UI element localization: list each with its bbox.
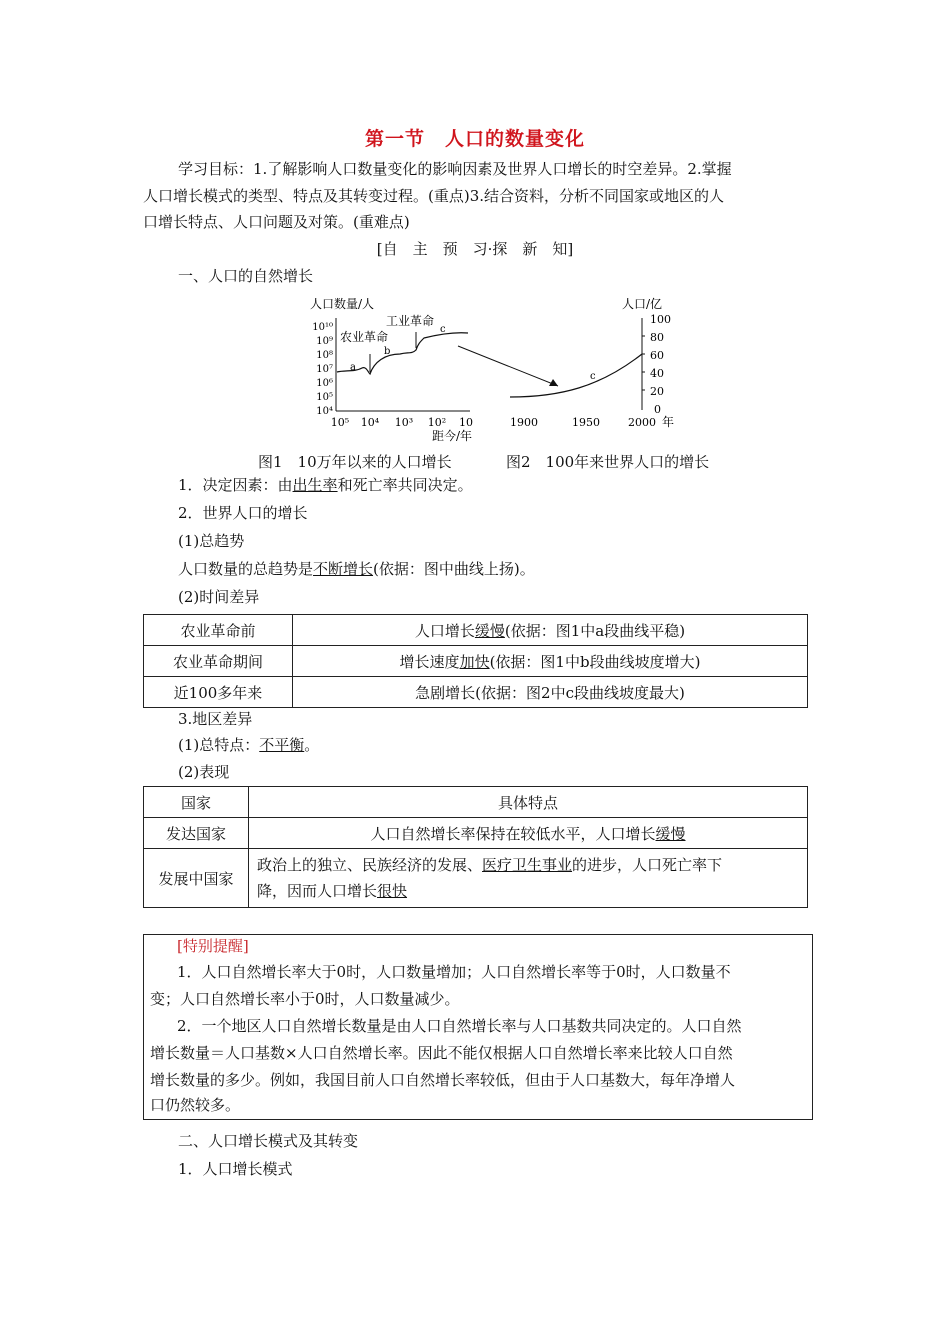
p-regional-heading: 3.地区差异: [178, 710, 253, 728]
fig2-ytick: 60: [650, 349, 664, 362]
table-cell: [249, 818, 808, 849]
population-figures: [300, 292, 720, 452]
note-line: 1．人口自然增长率大于0时，人口数量增加；人口自然增长率等于0时，人口数量不: [177, 963, 731, 981]
fig2-xtick: 1900: [510, 416, 538, 429]
fig2-ytick: 40: [650, 367, 664, 380]
underlined-text: 很快: [377, 882, 408, 900]
table-cell: 发达国家: [144, 818, 249, 849]
fig1-ytick: 10⁷: [316, 364, 333, 375]
fig2-curve: [510, 354, 642, 397]
table-row: [144, 787, 808, 818]
table-cell: [249, 849, 808, 908]
fig1-ann-agri: 农业革命: [340, 330, 389, 344]
fig1-seg-c: c: [440, 324, 446, 335]
text: 1．决定因素：由: [178, 476, 293, 494]
section-2-heading: 二、人口增长模式及其转变: [178, 1132, 359, 1150]
fig1-xtick: 10³: [394, 416, 414, 429]
text: (依据：图1中b段曲线坡度增大): [489, 652, 701, 671]
text: (依据：图中曲线上扬)。: [373, 560, 535, 578]
table-cell: [293, 646, 808, 677]
fig1-seg-b: b: [384, 346, 391, 357]
table-cell: 农业革命前: [144, 615, 293, 646]
fig2-ytick: 100: [650, 313, 671, 326]
table-cell: [293, 615, 808, 646]
fig2-ytick: 80: [650, 331, 664, 344]
objectives-line-2: 人口增长模式的类型、特点及其转变过程。(重点)3.结合资料，分析不同国家或地区的人: [143, 187, 725, 205]
objectives-line-1: [178, 156, 732, 183]
fig1-xtick: 10⁴: [360, 416, 380, 429]
special-note-box: [143, 934, 813, 1120]
fig1-xtick: 10: [459, 416, 473, 429]
note-line: 增长数量＝人口基数×人口自然增长率。因此不能仅根据人口自然增长率来比较人口自然: [150, 1044, 733, 1062]
fig2-ytick: 20: [650, 385, 664, 398]
underlined-text: 不平衡: [259, 736, 305, 754]
table-row: [144, 849, 808, 908]
fig-link-arrow: [458, 346, 558, 386]
p-determinants: [178, 472, 473, 499]
p-overall: [178, 732, 319, 759]
time-difference-table: [143, 614, 808, 708]
underlined-text: 出生率: [292, 476, 338, 494]
text: 人口增长: [414, 621, 475, 640]
table-row: [144, 677, 808, 708]
note-line: 2．一个地区人口自然增长数量是由人口自然增长率与人口基数共同决定的。人口自然: [177, 1017, 742, 1035]
objectives-label: 学习目标：: [178, 160, 254, 178]
section-tag: [自 主 预 习·探 新 知]: [376, 240, 574, 258]
text: (1)总特点：: [178, 736, 260, 754]
table-row: [144, 615, 808, 646]
underlined-text: 缓慢: [474, 621, 505, 640]
fig1-xtick: 10⁵: [330, 416, 350, 429]
underlined-text: 医疗卫生事业: [482, 856, 573, 874]
table-cell: 近100多年来: [144, 677, 293, 708]
fig1-xtick: 10²: [427, 416, 447, 429]
p-trend: [178, 556, 535, 583]
table-row: [144, 646, 808, 677]
note-line: 变；人口自然增长率小于0时，人口数量减少。: [150, 990, 460, 1008]
text: 政治上的独立、民族经济的发展、: [257, 856, 483, 874]
fig1-ytick: 10⁴: [316, 406, 333, 417]
fig1-ytick: 10⁵: [316, 392, 333, 403]
text: 和死亡率共同决定。: [337, 476, 473, 494]
fig1-caption: 图1 10万年以来的人口增长: [258, 453, 452, 471]
text: 。: [304, 736, 320, 754]
note-label: [特别提醒]: [177, 937, 249, 955]
objectives-line-3: 口增长特点、人口问题及对策。(重难点): [143, 213, 410, 231]
fig1-ytick: 10⁶: [316, 378, 333, 389]
table-cell: 农业革命期间: [144, 646, 293, 677]
text: 的进步，人口死亡率下: [572, 856, 723, 874]
fig1-ann-ind: 工业革命: [386, 314, 435, 328]
table-cell: 发展中国家: [144, 849, 249, 908]
table-header: 国家: [144, 787, 249, 818]
table-cell: 急剧增长(依据：图2中c段曲线坡度最大): [293, 677, 808, 708]
section-2-sub: 1．人口增长模式: [178, 1160, 293, 1178]
p-trend-heading: (1)总趋势: [178, 532, 245, 550]
fig2-seg-c: c: [590, 371, 596, 382]
p-expression-heading: (2)表现: [178, 763, 230, 781]
fig1-ytick: 10⁸: [316, 350, 333, 361]
text: 人口自然增长率保持在较低水平，人口增长: [370, 824, 656, 843]
fig1-xlabel: 距今/年: [432, 429, 473, 443]
text: 降，因而人口增长: [257, 882, 378, 900]
section-1-heading: 一、人口的自然增长: [178, 267, 314, 285]
table-header: 具体特点: [249, 787, 808, 818]
p-world-growth: 2．世界人口的增长: [178, 504, 308, 522]
underlined-text: 加快: [459, 652, 490, 671]
fig1-ytick: 10⁹: [316, 336, 333, 347]
note-line: 口仍然较多。: [150, 1096, 241, 1114]
text: 人口数量的总趋势是: [178, 560, 314, 578]
note-line: 增长数量的多少。例如，我国目前人口自然增长率较低，但由于人口基数大，每年净增人: [150, 1071, 736, 1089]
fig2-xunit: 年: [662, 415, 675, 429]
text: 增长速度: [399, 652, 460, 671]
fig2-caption: 图2 100年来世界人口的增长: [506, 453, 710, 471]
table-row: [144, 818, 808, 849]
fig1-seg-a: a: [350, 362, 356, 373]
fig2-ytick: 0: [654, 403, 661, 416]
fig2-ylabel: 人口/亿: [622, 297, 663, 311]
page-title: 第一节 人口的数量变化: [364, 128, 585, 150]
text: (依据：图1中a段曲线平稳): [504, 621, 686, 640]
fig1-ylabel: 人口数量/人: [310, 297, 375, 311]
fig2-xtick: 2000: [628, 416, 656, 429]
objectives-text-1: 1.了解影响人口数量变化的影响因素及世界人口增长的时空差异。2.掌握: [253, 160, 732, 178]
fig2-xtick: 1950: [572, 416, 600, 429]
fig1-ytick: 10¹⁰: [312, 322, 333, 333]
underlined-text: 缓慢: [655, 824, 686, 843]
regional-difference-table: [143, 786, 808, 908]
p-time-heading: (2)时间差异: [178, 588, 260, 606]
underlined-text: 不断增长: [313, 560, 374, 578]
